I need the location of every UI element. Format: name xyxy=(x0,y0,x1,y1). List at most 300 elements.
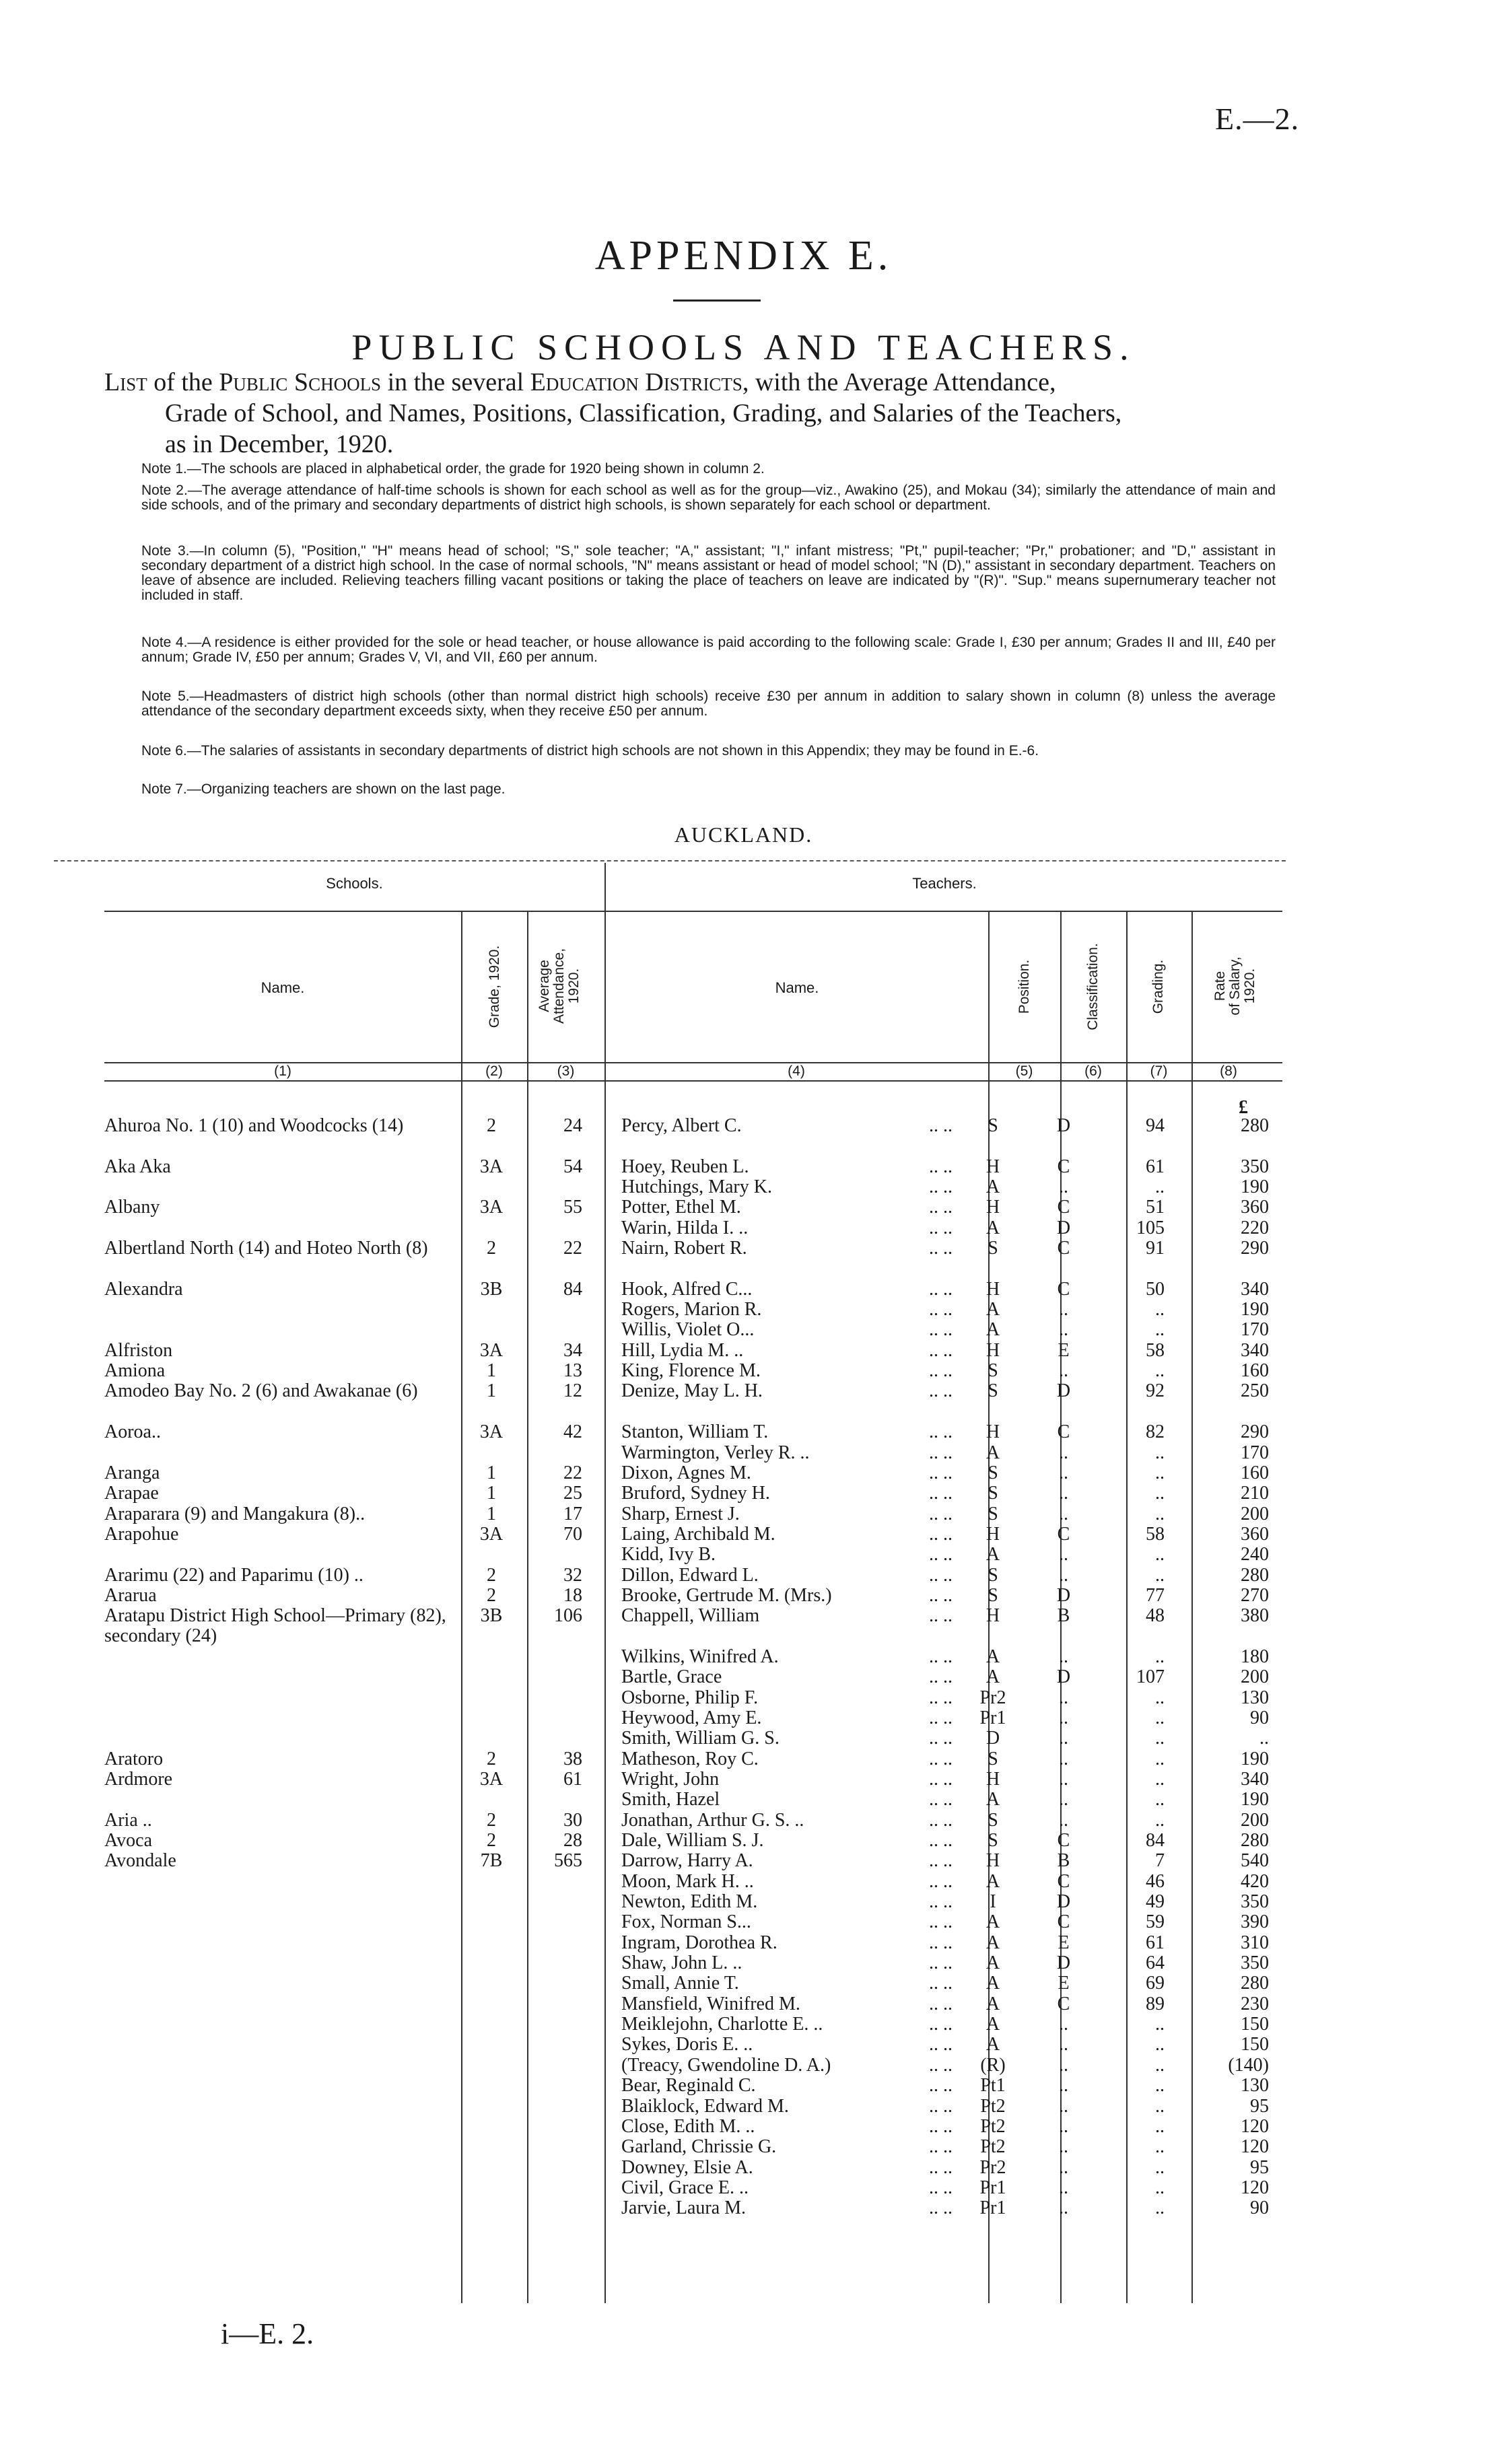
table-row xyxy=(104,1238,1289,1279)
teacher-name: Laing, Archibald M. xyxy=(621,1523,775,1545)
teacher-name: Close, Edith M. .. xyxy=(621,2115,755,2137)
table-row xyxy=(104,2178,1289,2198)
note-3: Note 3.—In column (5), "Position," "H" means head of school; "S," sole teacher; "A," assistant; "I," infant mistress; "Pt," pupil-teacher; "Pr," probationer; and "D," assistant in secondary department of a district high school. In the case of normal schools, "N" means assistant or head of model school; "N (D)," assistant in secondary department. Teachers on leave of absence are included. Relieving teachers filling vacant positions or taking the place of teachers on leave are indicated by "(R)". "Sup." means supernumerary teacher not included in staff. xyxy=(141,543,1276,603)
grade: 1 xyxy=(487,1462,496,1483)
leader-dots: .. .. xyxy=(929,1932,953,1953)
attendance: 55 xyxy=(563,1197,582,1218)
teacher-name: Bear, Reginald C. xyxy=(621,2075,756,2097)
teacher-name: Bruford, Sydney H. xyxy=(621,1483,770,1504)
grading: .. xyxy=(1155,1769,1165,1790)
salary: 200 xyxy=(1241,1666,1269,1688)
leader-dots: .. .. xyxy=(929,1605,953,1627)
classification: .. xyxy=(1059,1503,1068,1524)
grade: 3A xyxy=(479,1421,504,1443)
classification: C xyxy=(1057,1238,1070,1259)
leader-dots: .. .. xyxy=(929,2115,953,2137)
teacher-name: Nairn, Robert R. xyxy=(621,1238,747,1259)
classification: .. xyxy=(1059,2136,1068,2158)
position: S xyxy=(988,1584,998,1606)
salary: 95 xyxy=(1250,2156,1269,2178)
appendix-title: APPENDIX E. xyxy=(594,233,893,279)
classification: D xyxy=(1056,1891,1071,1913)
teacher-name: Potter, Ethel M. xyxy=(621,1197,741,1218)
position: H xyxy=(985,1197,1000,1218)
classification: .. xyxy=(1059,2197,1068,2219)
leader-dots: .. .. xyxy=(929,1891,953,1913)
grading: .. xyxy=(1155,1809,1165,1831)
attendance: 25 xyxy=(563,1483,582,1504)
table-row xyxy=(104,1790,1289,1810)
leader-dots: .. .. xyxy=(929,1523,953,1545)
school-name: Alexandra xyxy=(104,1278,183,1300)
leader-dots: .. .. xyxy=(929,1483,953,1504)
leader-dots: .. .. xyxy=(929,1870,953,1892)
leader-dots: .. .. xyxy=(929,1666,953,1688)
intro-list-word: List xyxy=(104,368,147,396)
table-row xyxy=(104,1443,1289,1463)
classification: .. xyxy=(1059,1564,1068,1586)
school-name: Amiona xyxy=(104,1360,166,1382)
grading: .. xyxy=(1155,2054,1165,2076)
leader-dots: .. .. xyxy=(929,1238,953,1259)
grading: .. xyxy=(1155,1442,1165,1463)
grading: .. xyxy=(1155,1462,1165,1483)
classification: .. xyxy=(1059,1483,1068,1504)
salary: 240 xyxy=(1241,1544,1269,1565)
school-name: Avoca xyxy=(104,1830,152,1852)
leader-dots: .. .. xyxy=(929,1278,953,1300)
school-name: Alfriston xyxy=(104,1339,173,1361)
colnum-4: (4) xyxy=(788,1063,805,1079)
teacher-name: Shaw, John L. .. xyxy=(621,1952,742,1974)
school-name: Arapohue xyxy=(104,1523,179,1545)
position: A xyxy=(985,1176,1000,1198)
classification: .. xyxy=(1059,1299,1068,1321)
table-row xyxy=(104,1116,1289,1157)
grading: 61 xyxy=(1146,1932,1165,1953)
teacher-name: Denize, May L. H. xyxy=(621,1380,763,1402)
grading: 69 xyxy=(1146,1973,1165,1994)
colnum-2: (2) xyxy=(485,1063,503,1079)
grade: 3B xyxy=(480,1278,503,1300)
classification: .. xyxy=(1059,2115,1068,2137)
grading: 61 xyxy=(1146,1156,1165,1177)
leader-dots: .. .. xyxy=(929,1952,953,1974)
position: A xyxy=(985,1319,1000,1341)
grade: 3A xyxy=(479,1769,504,1790)
position: H xyxy=(985,1605,1000,1627)
attendance: 42 xyxy=(563,1421,582,1443)
teacher-name: Heywood, Amy E. xyxy=(621,1707,762,1728)
position: Pt2 xyxy=(980,2115,1006,2137)
leader-dots: .. .. xyxy=(929,2197,953,2219)
leader-dots: .. .. xyxy=(929,1789,953,1810)
colnum-7: (7) xyxy=(1150,1063,1168,1079)
leader-dots: .. .. xyxy=(929,2034,953,2055)
table-row xyxy=(104,1892,1289,1912)
salary: 290 xyxy=(1241,1421,1269,1443)
header-classification: Classification. xyxy=(1085,943,1101,1030)
table-row xyxy=(104,1708,1289,1728)
table-row xyxy=(104,1177,1289,1197)
classification: .. xyxy=(1059,1707,1068,1728)
teacher-name: Hutchings, Mary K. xyxy=(621,1176,772,1198)
table-row xyxy=(104,1728,1289,1749)
school-name: Aranga xyxy=(104,1462,160,1483)
classification: C xyxy=(1057,1993,1070,2014)
table-row xyxy=(104,2076,1289,2096)
position: S xyxy=(988,1809,998,1831)
salary: 170 xyxy=(1241,1442,1269,1463)
intro-line3: as in December, 1920. xyxy=(165,430,394,458)
position: Pr1 xyxy=(979,2197,1006,2219)
teacher-name: King, Florence M. xyxy=(621,1360,761,1382)
salary: 160 xyxy=(1241,1462,1269,1483)
classification: .. xyxy=(1059,2054,1068,2076)
position: H xyxy=(985,1769,1000,1790)
attendance: 18 xyxy=(563,1584,582,1606)
classification: B xyxy=(1057,1850,1070,1872)
grading: 49 xyxy=(1146,1891,1165,1913)
salary: 120 xyxy=(1241,2136,1269,2158)
grading: .. xyxy=(1155,1176,1165,1198)
salary: 540 xyxy=(1241,1850,1269,1872)
table-row xyxy=(104,1586,1289,1606)
position: A xyxy=(985,1666,1000,1688)
leader-dots: .. .. xyxy=(929,1646,953,1667)
salary: 270 xyxy=(1241,1584,1269,1606)
grading: .. xyxy=(1155,1789,1165,1810)
teacher-name: Hook, Alfred C... xyxy=(621,1278,753,1300)
grading: 84 xyxy=(1146,1830,1165,1852)
table-row xyxy=(104,1565,1289,1586)
teacher-name: (Treacy, Gwendoline D. A.) xyxy=(621,2054,831,2076)
teacher-name: Percy, Albert C. xyxy=(621,1115,742,1136)
leader-dots: .. .. xyxy=(929,1339,953,1361)
grading: .. xyxy=(1155,1707,1165,1728)
salary: 310 xyxy=(1241,1932,1269,1953)
teacher-name: Jonathan, Arthur G. S. .. xyxy=(621,1809,804,1831)
classification: C xyxy=(1057,1870,1070,1892)
table-body xyxy=(104,1116,1289,2219)
teacher-name: Smith, Hazel xyxy=(621,1789,720,1810)
position: A xyxy=(985,1442,1000,1463)
attendance: 34 xyxy=(563,1339,582,1361)
grading: 51 xyxy=(1146,1197,1165,1218)
header-attendance: Average Attendance, 1920. xyxy=(537,948,582,1024)
position: S xyxy=(988,1564,998,1586)
grading: 82 xyxy=(1146,1421,1165,1443)
grading: .. xyxy=(1155,1319,1165,1341)
position: S xyxy=(988,1830,998,1852)
note-2: Note 2.—The average attendance of half-time schools is shown for each school as well as for the group—viz., Awakino (25), and Mokau (34); similarly the attendance of main and side schools, and of the primary and secondary departments of district high schools, is shown separately for each school or department. xyxy=(141,483,1276,513)
position: A xyxy=(985,2034,1000,2055)
position: S xyxy=(988,1360,998,1382)
grading: .. xyxy=(1155,1646,1165,1667)
table-row xyxy=(104,1422,1289,1442)
attendance: 38 xyxy=(563,1748,582,1769)
group-rule xyxy=(104,911,1282,912)
grade: 1 xyxy=(487,1360,496,1382)
grading: .. xyxy=(1155,1483,1165,1504)
salary: 190 xyxy=(1241,1789,1269,1810)
position: A xyxy=(985,1217,1000,1238)
position: A xyxy=(985,1973,1000,1994)
note-5: Note 5.—Headmasters of district high schools (other than normal district high schools) receive £30 per annum in addition to salary shown in column (8) unless the average attendance of the secondary department exceeds sixty, when they receive £50 per annum. xyxy=(141,689,1276,719)
salary: 190 xyxy=(1241,1748,1269,1769)
position: A xyxy=(985,1911,1000,1933)
classification: .. xyxy=(1059,1748,1068,1769)
leader-dots: .. .. xyxy=(929,1380,953,1402)
school-name: Aratoro xyxy=(104,1748,164,1769)
teacher-name: Warin, Hilda I. .. xyxy=(621,1217,749,1238)
salary: 190 xyxy=(1241,1299,1269,1321)
salary: 120 xyxy=(1241,2115,1269,2137)
colnum-8: (8) xyxy=(1220,1063,1237,1079)
teacher-name: Meiklejohn, Charlotte E. .. xyxy=(621,2014,823,2035)
salary: 160 xyxy=(1241,1360,1269,1382)
classification: C xyxy=(1057,1911,1070,1933)
leader-dots: .. .. xyxy=(929,1707,953,1728)
classification: C xyxy=(1057,1197,1070,1218)
teacher-name: Wilkins, Winifred A. xyxy=(621,1646,779,1667)
grade: 1 xyxy=(487,1483,496,1504)
grade: 3A xyxy=(479,1197,504,1218)
position: D xyxy=(985,1728,1000,1749)
grading: .. xyxy=(1155,1503,1165,1524)
grading: 7 xyxy=(1155,1850,1165,1872)
salary: 90 xyxy=(1250,2197,1269,2219)
school-name: Araparara (9) and Mangakura (8).. xyxy=(104,1503,366,1524)
salary: 150 xyxy=(1241,2034,1269,2055)
classification: B xyxy=(1057,1605,1070,1627)
position: A xyxy=(985,1789,1000,1810)
table-row xyxy=(104,1688,1289,1708)
table-row xyxy=(104,1749,1289,1769)
teacher-name: Moon, Mark H. .. xyxy=(621,1870,754,1892)
grading: 77 xyxy=(1146,1584,1165,1606)
school-name: Aka Aka xyxy=(104,1156,171,1177)
classification: D xyxy=(1056,1952,1071,1974)
table-row xyxy=(104,1810,1289,1831)
teacher-name: Osborne, Philip F. xyxy=(621,1687,759,1708)
header-salary: Rate of Salary, 1920. xyxy=(1212,956,1257,1016)
salary: 340 xyxy=(1241,1278,1269,1300)
teacher-name: Brooke, Gertrude M. (Mrs.) xyxy=(621,1584,832,1606)
position: Pr2 xyxy=(979,1687,1006,1708)
grading: 58 xyxy=(1146,1523,1165,1545)
table-row xyxy=(104,1361,1289,1381)
grading: .. xyxy=(1155,1360,1165,1382)
table-row xyxy=(104,2035,1289,2055)
classification: .. xyxy=(1059,2075,1068,2097)
teacher-name: Matheson, Roy C. xyxy=(621,1748,759,1769)
teacher-name: Garland, Chrissie G. xyxy=(621,2136,777,2158)
table-row xyxy=(104,1933,1289,1953)
school-name: Aoroa.. xyxy=(104,1421,161,1443)
table-row xyxy=(104,1994,1289,2014)
classification: C xyxy=(1057,1156,1070,1177)
classification: D xyxy=(1056,1584,1071,1606)
table-row xyxy=(104,1300,1289,1320)
teacher-name: Willis, Violet O... xyxy=(621,1319,755,1341)
school-name: Ararua xyxy=(104,1584,157,1606)
table-row xyxy=(104,1872,1289,1892)
attendance: 32 xyxy=(563,1564,582,1586)
colnum-rule xyxy=(104,1080,1282,1082)
table-row xyxy=(104,2055,1289,2076)
salary: 250 xyxy=(1241,1380,1269,1402)
position: H xyxy=(985,1278,1000,1300)
grading: 89 xyxy=(1146,1993,1165,2014)
salary: 350 xyxy=(1241,1156,1269,1177)
salary: 390 xyxy=(1241,1911,1269,1933)
classification: .. xyxy=(1059,1319,1068,1341)
grading: 46 xyxy=(1146,1870,1165,1892)
teacher-name: Smith, William G. S. xyxy=(621,1728,780,1749)
teacher-name: Dillon, Edward L. xyxy=(621,1564,759,1586)
leader-dots: .. .. xyxy=(929,1442,953,1463)
position: Pr1 xyxy=(979,2177,1006,2198)
teacher-name: Blaiklock, Edward M. xyxy=(621,2095,789,2117)
grading: 50 xyxy=(1146,1278,1165,1300)
intro-part2: in the several xyxy=(381,368,530,396)
teacher-name: Dixon, Agnes M. xyxy=(621,1462,751,1483)
position: Pr1 xyxy=(979,1707,1006,1728)
classification: .. xyxy=(1059,1687,1068,1708)
group-teachers: Teachers. xyxy=(912,875,977,892)
teacher-name: Jarvie, Laura M. xyxy=(621,2197,747,2219)
teacher-name: Newton, Edith M. xyxy=(621,1891,758,1913)
table-row xyxy=(104,2014,1289,2035)
classification: .. xyxy=(1059,1544,1068,1565)
leader-dots: .. .. xyxy=(929,1462,953,1483)
leader-dots: .. .. xyxy=(929,1503,953,1524)
header-position: Position. xyxy=(1016,959,1032,1014)
school-name: Arapae xyxy=(104,1483,159,1504)
classification: .. xyxy=(1059,1442,1068,1463)
position: H xyxy=(985,1421,1000,1443)
classification: .. xyxy=(1059,1360,1068,1382)
classification: C xyxy=(1057,1830,1070,1852)
teacher-name: Fox, Norman S... xyxy=(621,1911,751,1933)
position: (R) xyxy=(980,2054,1006,2076)
note-1: Note 1.—The schools are placed in alphabetical order, the grade for 1920 being shown in column 2. xyxy=(141,461,765,477)
leader-dots: .. .. xyxy=(929,1544,953,1565)
classification: C xyxy=(1057,1421,1070,1443)
grading: .. xyxy=(1155,2115,1165,2137)
attendance: 22 xyxy=(563,1238,582,1259)
position: H xyxy=(985,1339,1000,1361)
leader-dots: .. .. xyxy=(929,1319,953,1341)
attendance: 28 xyxy=(563,1830,582,1852)
teacher-name: Kidd, Ivy B. xyxy=(621,1544,716,1565)
salary: 190 xyxy=(1241,1176,1269,1198)
position: H xyxy=(985,1523,1000,1545)
salary: 280 xyxy=(1241,1830,1269,1852)
grade: 2 xyxy=(487,1809,496,1831)
table-row xyxy=(104,1851,1289,1871)
classification: D xyxy=(1056,1217,1071,1238)
attendance: 24 xyxy=(563,1115,582,1136)
grade: 2 xyxy=(487,1115,496,1136)
table-row xyxy=(104,2198,1289,2218)
grading: 48 xyxy=(1146,1605,1165,1627)
salary: 180 xyxy=(1241,1646,1269,1667)
header-teacher-name: Name. xyxy=(775,979,819,996)
header-grade: Grade, 1920. xyxy=(487,945,502,1028)
table-row xyxy=(104,2117,1289,2137)
grading: .. xyxy=(1155,2075,1165,2097)
classification: .. xyxy=(1059,1789,1068,1810)
teacher-name: Civil, Grace E. .. xyxy=(621,2177,749,2198)
teacher-name: Sharp, Ernest J. xyxy=(621,1503,740,1524)
table-row xyxy=(104,1463,1289,1483)
page-reference: E.—2. xyxy=(1215,102,1300,136)
salary: 350 xyxy=(1241,1891,1269,1913)
table-row xyxy=(104,1545,1289,1565)
footer-signature: i—E. 2. xyxy=(221,2317,314,2350)
position: A xyxy=(985,1544,1000,1565)
salary: 350 xyxy=(1241,1952,1269,1974)
leader-dots: .. .. xyxy=(929,1748,953,1769)
leader-dots: .. .. xyxy=(929,1584,953,1606)
position: H xyxy=(985,1156,1000,1177)
position: I xyxy=(990,1891,996,1913)
teacher-name: Hoey, Reuben L. xyxy=(621,1156,749,1177)
position: Pr2 xyxy=(979,2156,1006,2178)
leader-dots: .. .. xyxy=(929,1973,953,1994)
leader-dots: .. .. xyxy=(929,1176,953,1198)
note-7: Note 7.—Organizing teachers are shown on the last page. xyxy=(141,781,506,797)
table-row xyxy=(104,1381,1289,1422)
table-row xyxy=(104,1504,1289,1524)
classification: E xyxy=(1058,1973,1070,1994)
grading: .. xyxy=(1155,2014,1165,2035)
salary: 340 xyxy=(1241,1769,1269,1790)
teacher-name: Hill, Lydia M. .. xyxy=(621,1339,744,1361)
grading: 58 xyxy=(1146,1339,1165,1361)
grade: 1 xyxy=(487,1380,496,1402)
intro-part1: of the xyxy=(147,368,219,396)
classification: .. xyxy=(1059,1176,1068,1198)
classification: .. xyxy=(1059,2034,1068,2055)
position: Pt1 xyxy=(980,2075,1006,2097)
intro-paragraph xyxy=(104,367,1276,460)
grading: .. xyxy=(1155,1299,1165,1321)
grading: 105 xyxy=(1136,1217,1165,1238)
leader-dots: .. .. xyxy=(929,1421,953,1443)
attendance: 30 xyxy=(563,1809,582,1831)
position: Pt2 xyxy=(980,2095,1006,2117)
classification: E xyxy=(1058,1932,1070,1953)
table-row xyxy=(104,2158,1289,2178)
teacher-name: Chappell, William xyxy=(621,1605,760,1627)
intro-sc1: Public Schools xyxy=(219,368,382,396)
teacher-name: Wright, John xyxy=(621,1769,720,1790)
salary: 420 xyxy=(1241,1870,1269,1892)
teacher-name: Ingram, Dorothea R. xyxy=(621,1932,777,1953)
teacher-name: Small, Annie T. xyxy=(621,1973,739,1994)
leader-dots: .. .. xyxy=(929,1809,953,1831)
position: A xyxy=(985,1993,1000,2014)
intro-part3: , with the Average Attendance, xyxy=(742,368,1056,396)
classification: .. xyxy=(1059,1769,1068,1790)
leader-dots: .. .. xyxy=(929,1687,953,1708)
salary: 130 xyxy=(1241,1687,1269,1708)
salary: 170 xyxy=(1241,1319,1269,1341)
grade: 3A xyxy=(479,1156,504,1177)
